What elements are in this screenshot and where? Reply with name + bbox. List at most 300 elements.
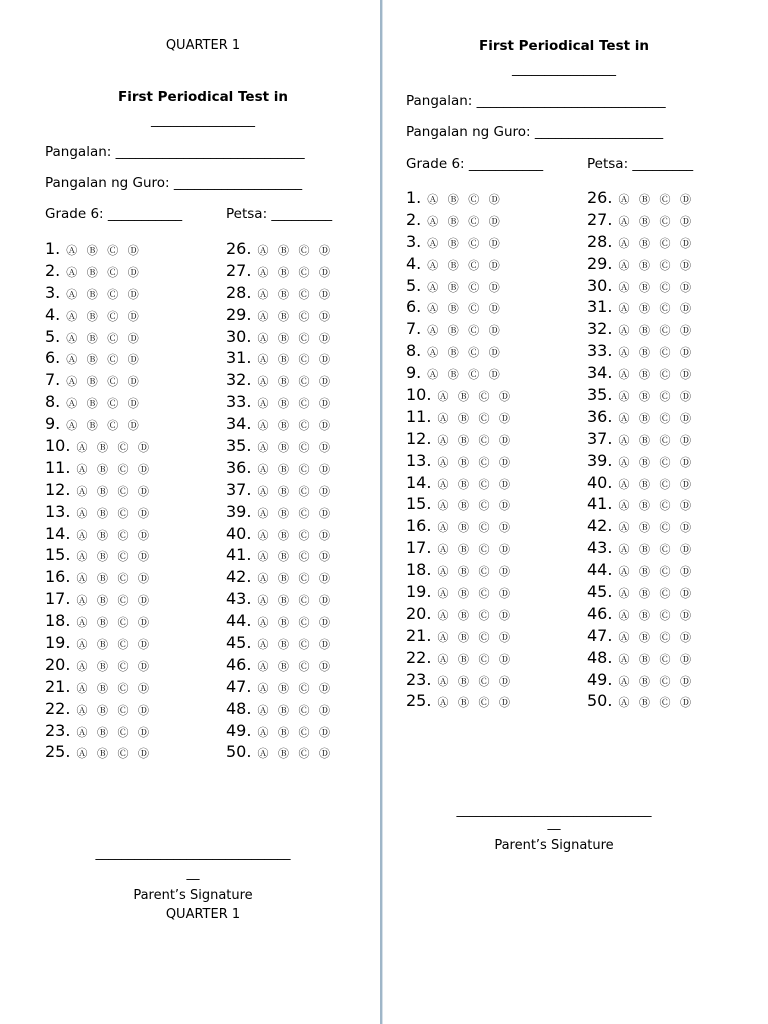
answer-row — [406, 603, 513, 625]
answer-bubbles[interactable]: Ⓐ Ⓑ Ⓒ Ⓓ — [618, 455, 694, 469]
name-field[interactable]: Pangalan: ____________________________ — [406, 93, 666, 109]
answer-bubbles[interactable]: Ⓐ Ⓑ Ⓒ Ⓓ — [257, 353, 333, 367]
question-number: 28. — [587, 231, 613, 251]
answer-bubbles[interactable]: Ⓐ Ⓑ Ⓒ Ⓓ — [257, 244, 333, 257]
answer-row — [45, 523, 152, 545]
signature-line-tail: __ — [186, 866, 200, 881]
answer-row — [45, 698, 152, 720]
answer-bubbles[interactable]: Ⓐ Ⓑ Ⓒ Ⓓ — [618, 608, 694, 622]
answer-bubbles[interactable]: Ⓐ Ⓑ Ⓒ Ⓓ — [437, 696, 513, 710]
question-number: 41. — [587, 494, 613, 514]
answer-row — [587, 690, 694, 712]
answer-row — [45, 566, 152, 588]
answer-bubbles[interactable]: Ⓐ Ⓑ Ⓒ Ⓓ — [437, 433, 513, 447]
answer-row — [226, 654, 333, 676]
answer-bubbles[interactable]: Ⓐ Ⓑ Ⓒ Ⓓ — [618, 302, 694, 316]
answer-column-1 — [45, 238, 152, 763]
answer-row — [587, 625, 694, 647]
answer-bubbles[interactable]: Ⓐ Ⓑ Ⓒ Ⓓ — [76, 441, 152, 455]
question-number: 20. — [406, 603, 432, 623]
answer-row — [45, 741, 152, 763]
question-number: 4. — [45, 304, 61, 324]
answer-bubbles[interactable]: Ⓐ Ⓑ Ⓒ Ⓓ — [257, 616, 333, 630]
answer-bubbles[interactable]: Ⓐ Ⓑ Ⓒ Ⓓ — [437, 411, 513, 425]
answer-bubbles[interactable]: Ⓐ Ⓑ Ⓒ Ⓓ — [257, 419, 333, 433]
answer-row — [406, 406, 513, 428]
answer-row — [406, 647, 513, 669]
question-number: 19. — [406, 582, 432, 602]
question-number: 12. — [45, 479, 71, 499]
answer-row — [587, 647, 694, 669]
question-number: 11. — [45, 457, 71, 477]
answer-column-2 — [587, 187, 694, 712]
answer-row — [45, 369, 152, 391]
answer-row — [226, 413, 333, 435]
signature-line-tail: __ — [547, 816, 561, 831]
answer-bubbles[interactable]: Ⓐ Ⓑ Ⓒ Ⓓ — [76, 659, 152, 673]
question-number: 29. — [587, 253, 613, 273]
question-number: 48. — [226, 698, 252, 718]
answer-bubbles[interactable]: Ⓐ Ⓑ Ⓒ Ⓓ — [257, 309, 333, 323]
answer-row — [406, 472, 513, 494]
answer-bubbles[interactable]: Ⓐ Ⓑ Ⓒ Ⓓ — [257, 550, 333, 564]
question-number: 33. — [226, 392, 252, 412]
question-number: 37. — [587, 428, 613, 448]
answer-bubbles[interactable]: Ⓐ Ⓑ Ⓒ Ⓓ — [257, 441, 333, 455]
answer-bubbles[interactable]: Ⓐ Ⓑ Ⓒ Ⓓ — [76, 484, 152, 498]
question-number: 30. — [587, 275, 613, 295]
answer-row — [45, 413, 152, 435]
answer-bubbles[interactable]: Ⓐ Ⓑ Ⓒ Ⓓ — [76, 681, 152, 695]
answer-bubbles[interactable]: Ⓐ Ⓑ Ⓒ Ⓓ — [618, 236, 694, 250]
answer-bubbles[interactable]: Ⓐ Ⓑ Ⓒ Ⓓ — [257, 703, 333, 717]
answer-row — [226, 282, 333, 304]
answer-bubbles[interactable]: Ⓐ Ⓑ Ⓒ Ⓓ — [437, 455, 513, 469]
answer-row — [406, 296, 513, 318]
question-number: 47. — [587, 625, 613, 645]
question-number: 21. — [45, 676, 71, 696]
answer-bubbles[interactable]: Ⓐ Ⓑ Ⓒ Ⓓ — [437, 543, 513, 557]
answer-row — [406, 537, 513, 559]
answer-row — [406, 625, 513, 647]
answer-bubbles[interactable]: Ⓐ Ⓑ Ⓒ Ⓓ — [427, 368, 503, 382]
question-number: 2. — [45, 260, 61, 280]
answer-bubbles[interactable]: Ⓐ Ⓑ Ⓒ Ⓓ — [257, 572, 333, 586]
answer-row — [406, 318, 513, 340]
answer-row — [226, 347, 333, 369]
answer-bubbles[interactable]: Ⓐ Ⓑ Ⓒ Ⓓ — [66, 419, 142, 433]
answer-row — [226, 457, 333, 479]
answer-bubbles[interactable]: Ⓐ Ⓑ Ⓒ Ⓓ — [618, 346, 694, 360]
answer-bubbles[interactable]: Ⓐ Ⓑ Ⓒ Ⓓ — [257, 484, 333, 498]
grade-field[interactable]: Grade 6: ___________ — [45, 206, 183, 222]
answer-bubbles[interactable]: Ⓐ Ⓑ Ⓒ Ⓓ — [257, 659, 333, 673]
answer-row — [226, 391, 333, 413]
answer-row — [45, 654, 152, 676]
question-number: 41. — [226, 545, 252, 565]
answer-bubbles[interactable]: Ⓐ Ⓑ Ⓒ Ⓓ — [618, 368, 694, 382]
question-number: 16. — [406, 516, 432, 536]
answer-row — [406, 209, 513, 231]
answer-bubbles[interactable]: Ⓐ Ⓑ Ⓒ Ⓓ — [618, 674, 694, 688]
question-number: 45. — [226, 633, 252, 653]
answer-bubbles[interactable]: Ⓐ Ⓑ Ⓒ Ⓓ — [257, 594, 333, 608]
question-number: 5. — [45, 326, 61, 346]
answer-row — [226, 435, 333, 457]
answer-bubbles[interactable]: Ⓐ Ⓑ Ⓒ Ⓓ — [618, 214, 694, 228]
quarter-heading-top: QUARTER 1 — [165, 38, 241, 53]
question-number: 42. — [226, 567, 252, 587]
answer-bubbles[interactable]: Ⓐ Ⓑ Ⓒ Ⓓ — [618, 652, 694, 666]
answer-bubbles[interactable]: Ⓐ Ⓑ Ⓒ Ⓓ — [76, 747, 152, 761]
answer-row — [587, 209, 694, 231]
answer-row — [587, 428, 694, 450]
answer-row — [226, 523, 333, 545]
answer-bubbles[interactable]: Ⓐ Ⓑ Ⓒ Ⓓ — [257, 506, 333, 520]
question-number: 4. — [406, 253, 422, 273]
question-number: 44. — [587, 560, 613, 580]
answer-bubbles[interactable]: Ⓐ Ⓑ Ⓒ Ⓓ — [437, 630, 513, 644]
answer-row — [587, 537, 694, 559]
question-number: 40. — [226, 523, 252, 543]
answer-row — [226, 304, 333, 326]
answer-row — [45, 304, 152, 326]
answer-row — [406, 669, 513, 691]
date-field[interactable]: Petsa: _________ — [587, 156, 694, 172]
question-number: 47. — [226, 676, 252, 696]
question-number: 23. — [406, 669, 432, 689]
question-number: 17. — [406, 538, 432, 558]
question-number: 14. — [406, 472, 432, 492]
answer-bubbles[interactable]: Ⓐ Ⓑ Ⓒ Ⓓ — [618, 433, 694, 447]
answer-bubbles[interactable]: Ⓐ Ⓑ Ⓒ Ⓓ — [427, 193, 503, 206]
answer-bubbles[interactable]: Ⓐ Ⓑ Ⓒ Ⓓ — [618, 390, 694, 404]
answer-sheet-right — [383, 0, 763, 1024]
answer-bubbles[interactable]: Ⓐ Ⓑ Ⓒ Ⓓ — [257, 528, 333, 542]
answer-row — [226, 479, 333, 501]
answer-bubbles[interactable]: Ⓐ Ⓑ Ⓒ Ⓓ — [618, 324, 694, 338]
answer-bubbles[interactable]: Ⓐ Ⓑ Ⓒ Ⓓ — [437, 499, 513, 513]
answer-bubbles[interactable]: Ⓐ Ⓑ Ⓒ Ⓓ — [437, 608, 513, 622]
answer-bubbles[interactable]: Ⓐ Ⓑ Ⓒ Ⓓ — [66, 265, 142, 279]
answer-row — [226, 369, 333, 391]
answer-bubbles[interactable]: Ⓐ Ⓑ Ⓒ Ⓓ — [427, 346, 503, 360]
question-number: 46. — [226, 654, 252, 674]
answer-row — [587, 450, 694, 472]
question-number: 8. — [45, 392, 61, 412]
question-number: 21. — [406, 625, 432, 645]
subject-blank[interactable]: ________________ — [151, 113, 255, 128]
answer-bubbles[interactable]: Ⓐ Ⓑ Ⓒ Ⓓ — [618, 565, 694, 579]
question-number: 25. — [45, 742, 71, 762]
answer-bubbles[interactable]: Ⓐ Ⓑ Ⓒ Ⓓ — [618, 696, 694, 710]
question-number: 6. — [45, 348, 61, 368]
answer-row — [587, 515, 694, 537]
question-number: 8. — [406, 341, 422, 361]
answer-row — [587, 275, 694, 297]
question-number: 33. — [587, 341, 613, 361]
answer-row — [587, 384, 694, 406]
answer-row — [587, 669, 694, 691]
question-number: 18. — [45, 611, 71, 631]
answer-bubbles[interactable]: Ⓐ Ⓑ Ⓒ Ⓓ — [437, 674, 513, 688]
question-number: 7. — [406, 319, 422, 339]
answer-bubbles[interactable]: Ⓐ Ⓑ Ⓒ Ⓓ — [66, 397, 142, 411]
answer-bubbles[interactable]: Ⓐ Ⓑ Ⓒ Ⓓ — [618, 411, 694, 425]
answer-bubbles[interactable]: Ⓐ Ⓑ Ⓒ Ⓓ — [427, 324, 503, 338]
question-number: 20. — [45, 654, 71, 674]
answer-row — [45, 676, 152, 698]
answer-bubbles[interactable]: Ⓐ Ⓑ Ⓒ Ⓓ — [76, 462, 152, 476]
answer-sheet-left — [0, 0, 380, 1024]
answer-bubbles[interactable]: Ⓐ Ⓑ Ⓒ Ⓓ — [66, 353, 142, 367]
question-number: 18. — [406, 560, 432, 580]
question-number: 30. — [226, 326, 252, 346]
grade-field[interactable]: Grade 6: ___________ — [406, 156, 544, 172]
answer-row — [226, 676, 333, 698]
question-number: 28. — [226, 282, 252, 302]
answer-row — [45, 588, 152, 610]
signature-line[interactable]: ______________________________ — [95, 846, 291, 861]
question-number: 42. — [587, 516, 613, 536]
answer-bubbles[interactable]: Ⓐ Ⓑ Ⓒ Ⓓ — [257, 331, 333, 345]
answer-row — [226, 326, 333, 348]
answer-bubbles[interactable]: Ⓐ Ⓑ Ⓒ Ⓓ — [618, 521, 694, 535]
question-number: 25. — [406, 691, 432, 711]
question-number: 50. — [587, 691, 613, 711]
question-number: 29. — [226, 304, 252, 324]
answer-bubbles[interactable]: Ⓐ Ⓑ Ⓒ Ⓓ — [76, 550, 152, 564]
answer-bubbles[interactable]: Ⓐ Ⓑ Ⓒ Ⓓ — [257, 265, 333, 279]
answer-bubbles[interactable]: Ⓐ Ⓑ Ⓒ Ⓓ — [66, 331, 142, 345]
answer-bubbles[interactable]: Ⓐ Ⓑ Ⓒ Ⓓ — [257, 681, 333, 695]
question-number: 35. — [587, 385, 613, 405]
question-number: 22. — [406, 647, 432, 667]
question-number: 14. — [45, 523, 71, 543]
question-number: 37. — [226, 479, 252, 499]
quarter-heading-bottom: QUARTER 1 — [165, 907, 241, 922]
answer-bubbles[interactable]: Ⓐ Ⓑ Ⓒ Ⓓ — [427, 258, 503, 272]
answer-row — [587, 362, 694, 384]
answer-bubbles[interactable]: Ⓐ Ⓑ Ⓒ Ⓓ — [427, 214, 503, 228]
question-number: 11. — [406, 406, 432, 426]
answer-bubbles[interactable]: Ⓐ Ⓑ Ⓒ Ⓓ — [618, 280, 694, 294]
answer-bubbles[interactable]: Ⓐ Ⓑ Ⓒ Ⓓ — [257, 747, 333, 761]
answer-row — [226, 610, 333, 632]
question-number: 3. — [406, 231, 422, 251]
answer-row — [45, 238, 152, 260]
answer-row — [406, 515, 513, 537]
test-title: First Periodical Test in — [117, 89, 289, 105]
answer-row — [406, 690, 513, 712]
question-number: 5. — [406, 275, 422, 295]
answer-bubbles[interactable]: Ⓐ Ⓑ Ⓒ Ⓓ — [437, 565, 513, 579]
answer-bubbles[interactable]: Ⓐ Ⓑ Ⓒ Ⓓ — [257, 638, 333, 652]
answer-row — [406, 340, 513, 362]
answer-bubbles[interactable]: Ⓐ Ⓑ Ⓒ Ⓓ — [437, 587, 513, 601]
answer-bubbles[interactable]: Ⓐ Ⓑ Ⓒ Ⓓ — [76, 594, 152, 608]
answer-row — [406, 559, 513, 581]
answer-row — [587, 187, 694, 209]
answer-row — [406, 493, 513, 515]
answer-row — [406, 384, 513, 406]
answer-row — [45, 326, 152, 348]
answer-row — [226, 544, 333, 566]
answer-row — [587, 340, 694, 362]
answer-bubbles[interactable]: Ⓐ Ⓑ Ⓒ Ⓓ — [618, 477, 694, 491]
answer-row — [587, 253, 694, 275]
question-number: 10. — [406, 385, 432, 405]
question-number: 17. — [45, 589, 71, 609]
answer-bubbles[interactable]: Ⓐ Ⓑ Ⓒ Ⓓ — [76, 638, 152, 652]
answer-bubbles[interactable]: Ⓐ Ⓑ Ⓒ Ⓓ — [427, 236, 503, 250]
answer-bubbles[interactable]: Ⓐ Ⓑ Ⓒ Ⓓ — [618, 193, 694, 206]
answer-row — [226, 720, 333, 742]
question-number: 31. — [587, 297, 613, 317]
question-number: 45. — [587, 582, 613, 602]
question-number: 1. — [406, 188, 422, 207]
question-number: 2. — [406, 209, 422, 229]
answer-row — [45, 544, 152, 566]
answer-bubbles[interactable]: Ⓐ Ⓑ Ⓒ Ⓓ — [76, 725, 152, 739]
answer-row — [587, 559, 694, 581]
question-number: 36. — [587, 406, 613, 426]
answer-bubbles[interactable]: Ⓐ Ⓑ Ⓒ Ⓓ — [427, 302, 503, 316]
answer-bubbles[interactable]: Ⓐ Ⓑ Ⓒ Ⓓ — [66, 287, 142, 301]
answer-row — [226, 238, 333, 260]
teacher-name-field[interactable]: Pangalan ng Guro: ___________________ — [45, 175, 303, 191]
answer-bubbles[interactable]: Ⓐ Ⓑ Ⓒ Ⓓ — [66, 375, 142, 389]
question-number: 6. — [406, 297, 422, 317]
answer-row — [406, 231, 513, 253]
question-number: 13. — [45, 501, 71, 521]
answer-row — [406, 362, 513, 384]
answer-row — [226, 260, 333, 282]
question-number: 9. — [406, 363, 422, 383]
answer-row — [45, 479, 152, 501]
answer-row — [587, 603, 694, 625]
answer-row — [406, 187, 513, 209]
answer-row — [226, 588, 333, 610]
answer-bubbles[interactable]: Ⓐ Ⓑ Ⓒ Ⓓ — [437, 390, 513, 404]
question-number: 26. — [226, 239, 252, 258]
signature-line[interactable]: ______________________________ — [456, 803, 652, 818]
answer-bubbles[interactable]: Ⓐ Ⓑ Ⓒ Ⓓ — [76, 528, 152, 542]
answer-row — [45, 457, 152, 479]
parent-signature-label: Parent’s Signature — [494, 838, 614, 853]
answer-bubbles[interactable]: Ⓐ Ⓑ Ⓒ Ⓓ — [257, 375, 333, 389]
answer-bubbles[interactable]: Ⓐ Ⓑ Ⓒ Ⓓ — [66, 244, 142, 257]
answer-row — [587, 231, 694, 253]
answer-row — [587, 406, 694, 428]
answer-row — [45, 260, 152, 282]
question-number: 39. — [587, 450, 613, 470]
answer-row — [45, 282, 152, 304]
question-number: 7. — [45, 370, 61, 390]
answer-bubbles[interactable]: Ⓐ Ⓑ Ⓒ Ⓓ — [76, 703, 152, 717]
date-field[interactable]: Petsa: _________ — [226, 206, 333, 222]
question-number: 32. — [587, 319, 613, 339]
question-number: 23. — [45, 720, 71, 740]
question-number: 13. — [406, 450, 432, 470]
parent-signature-label: Parent’s Signature — [133, 888, 253, 903]
answer-row — [226, 566, 333, 588]
answer-row — [45, 391, 152, 413]
name-field[interactable]: Pangalan: ____________________________ — [45, 144, 305, 160]
answer-bubbles[interactable]: Ⓐ Ⓑ Ⓒ Ⓓ — [618, 543, 694, 557]
question-number: 27. — [587, 209, 613, 229]
question-number: 39. — [226, 501, 252, 521]
answer-column-2 — [226, 238, 333, 763]
answer-row — [45, 610, 152, 632]
answer-bubbles[interactable]: Ⓐ Ⓑ Ⓒ Ⓓ — [427, 280, 503, 294]
answer-bubbles[interactable]: Ⓐ Ⓑ Ⓒ Ⓓ — [437, 477, 513, 491]
answer-bubbles[interactable]: Ⓐ Ⓑ Ⓒ Ⓓ — [437, 652, 513, 666]
question-number: 27. — [226, 260, 252, 280]
answer-bubbles[interactable]: Ⓐ Ⓑ Ⓒ Ⓓ — [76, 572, 152, 586]
answer-bubbles[interactable]: Ⓐ Ⓑ Ⓒ Ⓓ — [257, 462, 333, 476]
question-number: 9. — [45, 414, 61, 434]
answer-row — [45, 435, 152, 457]
answer-column-1 — [406, 187, 513, 712]
question-number: 43. — [226, 589, 252, 609]
question-number: 36. — [226, 457, 252, 477]
question-number: 15. — [406, 494, 432, 514]
teacher-name-field[interactable]: Pangalan ng Guro: ___________________ — [406, 124, 664, 140]
answer-row — [587, 493, 694, 515]
test-title: First Periodical Test in — [478, 38, 650, 54]
subject-blank[interactable]: ________________ — [512, 62, 616, 77]
answer-row — [226, 501, 333, 523]
answer-row — [406, 428, 513, 450]
answer-bubbles[interactable]: Ⓐ Ⓑ Ⓒ Ⓓ — [618, 587, 694, 601]
answer-row — [587, 472, 694, 494]
question-number: 31. — [226, 348, 252, 368]
question-number: 48. — [587, 647, 613, 667]
answer-row — [406, 253, 513, 275]
question-number: 3. — [45, 282, 61, 302]
question-number: 49. — [587, 669, 613, 689]
answer-bubbles[interactable]: Ⓐ Ⓑ Ⓒ Ⓓ — [76, 506, 152, 520]
answer-bubbles[interactable]: Ⓐ Ⓑ Ⓒ Ⓓ — [66, 309, 142, 323]
answer-bubbles[interactable]: Ⓐ Ⓑ Ⓒ Ⓓ — [257, 397, 333, 411]
question-number: 40. — [587, 472, 613, 492]
answer-bubbles[interactable]: Ⓐ Ⓑ Ⓒ Ⓓ — [618, 258, 694, 272]
answer-bubbles[interactable]: Ⓐ Ⓑ Ⓒ Ⓓ — [257, 725, 333, 739]
answer-bubbles[interactable]: Ⓐ Ⓑ Ⓒ Ⓓ — [257, 287, 333, 301]
answer-row — [45, 501, 152, 523]
answer-bubbles[interactable]: Ⓐ Ⓑ Ⓒ Ⓓ — [437, 521, 513, 535]
answer-row — [406, 581, 513, 603]
answer-bubbles[interactable]: Ⓐ Ⓑ Ⓒ Ⓓ — [618, 630, 694, 644]
question-number: 46. — [587, 603, 613, 623]
answer-row — [45, 632, 152, 654]
answer-bubbles[interactable]: Ⓐ Ⓑ Ⓒ Ⓓ — [618, 499, 694, 513]
answer-row — [45, 347, 152, 369]
answer-bubbles[interactable]: Ⓐ Ⓑ Ⓒ Ⓓ — [76, 616, 152, 630]
answer-row — [45, 720, 152, 742]
question-number: 15. — [45, 545, 71, 565]
question-number: 10. — [45, 436, 71, 456]
question-number: 12. — [406, 428, 432, 448]
question-number: 1. — [45, 239, 61, 258]
answer-row — [226, 698, 333, 720]
question-number: 26. — [587, 188, 613, 207]
answer-row — [587, 318, 694, 340]
question-number: 34. — [587, 363, 613, 383]
question-number: 19. — [45, 633, 71, 653]
question-number: 43. — [587, 538, 613, 558]
